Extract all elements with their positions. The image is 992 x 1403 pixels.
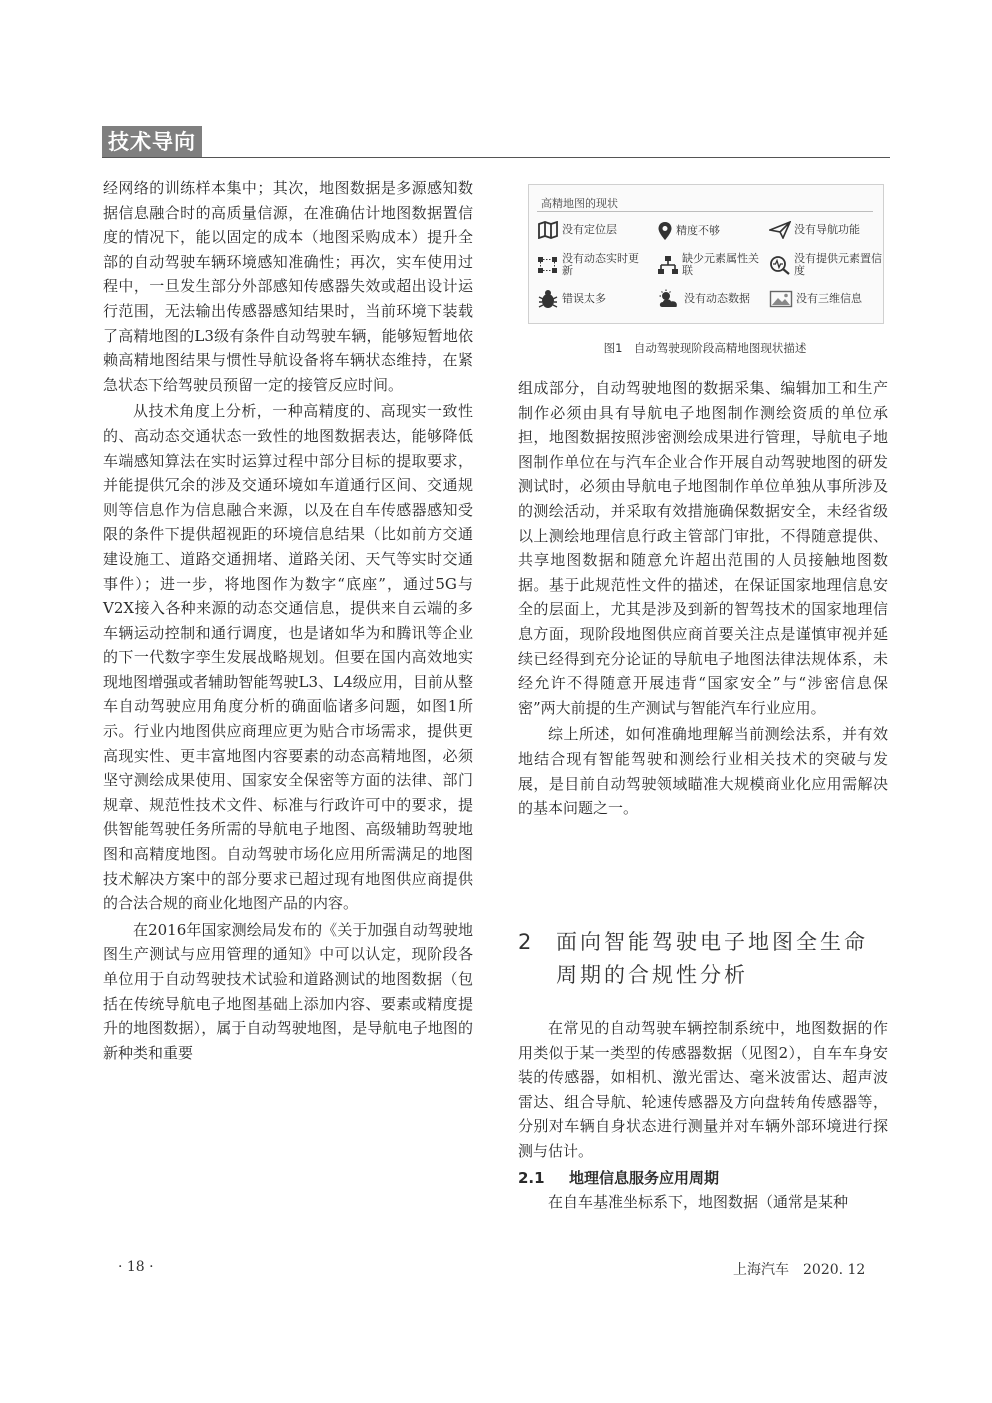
figure-title-divider: [537, 211, 873, 212]
left-column: [103, 176, 473, 1067]
paper-plane-icon: [769, 221, 791, 239]
figure-item: [657, 253, 766, 277]
figure-caption: 图1 自动驾驶现阶段高精地图现状描述: [603, 341, 807, 355]
journal-info: 上海汽车 2020. 12: [733, 1262, 866, 1278]
body-paragraph: 综上所述，如何准确地理解当前测绘法系，并有效地结合现有智能驾驶和测绘行业相关技术的突破与发展，是目前自动驾驶领域瞄准大规模商业化应用需解决的基本问题之一。: [518, 725, 888, 818]
body-paragraph: 组成部分，自动驾驶地图的数据采集、编辑加工和生产制作必须由具有导航电子地图制作测绘资质的单位承担，地图数据按照涉密测绘成果进行管理，导航电子地图制作单位在与汽车企业合作开展自动驾驶地图的研发测试时，必须由导航电子地图制作单位单独从事所涉及的测绘活动，并采取有效措施确保数据安全，未经省级以上测绘地理信息行政主管部门审批，不得随意提供、共享地图数据和随意允许超出范围的人员接触地图数据。基于此规范性文件的描述，在保证国家地理信息安全的层面上，尤其是涉及到新的智驾技术的国家地理信息方面，现阶段地图供应商首要关注点是谨慎审视并延续已经得到充分论证的导航电子地图法律法规体系，未经允许不得随意开展违背“国家安全”与“涉密信息保密”两大前提的生产测试与智能汽车行业应用。: [518, 379, 888, 717]
weather-icon: [657, 289, 681, 309]
figure-item: [769, 253, 882, 277]
figure-item: [657, 221, 756, 241]
figure-title: 高精地图的现状: [541, 197, 618, 210]
figure-item: [537, 289, 632, 309]
figure-item: [657, 289, 764, 309]
subsection-title: 地理信息服务应用周期: [569, 1168, 720, 1187]
header-divider: [102, 157, 890, 158]
body-paragraph: 从技术角度上分析，一种高精度的、高现实一致性的、高动态交通状态一致性的地图数据表达，能够降低车端感知算法在实时运算过程中部分目标的提取要求，并能提供冗余的涉及交通环境如车道通行区间、交通规则等信息作为信息融合来源，以及在自车传感器感知受限的条件下提供超视距的环境信息结果（比如前方交通建设施工、道路交通拥堵、道路关闭、天气等实时交通事件）；进一步，将地图作为数字“底座”，通过5G与V2X接入各种来源的动态交通信息，提供来自云端的多车辆运动控制和通行调度，也是诸如华为和腾讯等企业的下一代数字孪生发展战略规划。但要在国内高效地实现地图增强或者辅助智能驾驶L3、L4级应用，目前从整车自动驾驶应用角度分析的确面临诸多问题，如图1所示。行业内地图供应商理应更为贴合市场需求，提供更高现实性、更丰富地图内容要素的动态高精地图，必须坚守测绘成果使用、国家安全保密等方面的法律、部门规章、规范性技术文件、标准与行政许可中的要求，提供智能驾驶任务所需的导航电子地图、高级辅助驾驶地图和高精度地图。自动驾驶市场化应用所需满足的地图技术解决方案中的部分要求已超过现有地图供应商提供的合法合规的商业化地图产品的内容。: [103, 402, 473, 913]
section-title: 面向智能驾驶电子地图全生命周期的合规性分析: [556, 930, 868, 987]
figure-grid: [537, 217, 882, 317]
figure-item: [537, 221, 632, 239]
search-wave-icon: [769, 255, 791, 275]
figure-item-label: 缺少元素属性关联: [682, 252, 759, 277]
section-number: 2: [518, 930, 535, 954]
map-book-icon: [537, 221, 559, 239]
body-paragraph: 在自车基准坐标系下，地图数据（通常是某种: [548, 1192, 849, 1211]
figure-item-label: 没有三维信息: [796, 292, 862, 305]
location-pin-icon: [657, 221, 673, 241]
figure-item: [537, 253, 646, 277]
figure-item: [769, 289, 880, 309]
bug-icon: [537, 289, 559, 309]
image-icon: [769, 289, 793, 309]
figure-item-label: 没有定位层: [562, 223, 617, 236]
figure-item-label: 没有提供元素置信度: [794, 252, 882, 277]
subsection-number: 2.1: [518, 1168, 545, 1187]
figure-item: [769, 221, 878, 239]
dot-grid-icon: [537, 255, 559, 275]
body-paragraph: 经网络的训练样本集中；其次，地图数据是多源感知数据信息融合时的高质量信源，在准确估计地图数据置信度的情况下，能以固定的成本（地图采购成本）提升全部的自动驾驶车辆环境感知准确性；再次，实车使用过程中，一旦发生部分外部感知传感器失效或超出设计运行范围，无法输出传感器感知结果时，当前环境下装载了高精地图的L3级有条件自动驾驶车辆，能够短暂地依赖高精地图结果与惯性导航设备将车辆状态维持，在紧急状态下给驾驶员预留一定的接管反应时间。: [103, 179, 473, 394]
figure-1: [528, 184, 884, 324]
figure-item-label: 精度不够: [676, 224, 720, 237]
right-column-lower: [518, 1016, 888, 1216]
figure-item-label: 没有导航功能: [794, 223, 860, 236]
right-column: [518, 376, 888, 823]
page-number: · 18 ·: [118, 1259, 154, 1275]
hierarchy-icon: [657, 255, 679, 275]
figure-item-label: 没有动态数据: [684, 292, 750, 305]
section-tag: 技术导向: [102, 126, 202, 158]
figure-item-label: 没有动态实时更新: [562, 252, 639, 277]
subsection-heading: [518, 1166, 888, 1190]
figure-item-label: 错误太多: [562, 292, 606, 305]
body-paragraph: 在常见的自动驾驶车辆控制系统中，地图数据的作用类似于某一类型的传感器数据（见图2），自车车身安装的传感器，如相机、激光雷达、毫米波雷达、超声波雷达、组合导航、轮速传感器及方向盘转角传感器等，分别对车辆自身状态进行测量并对车辆外部环境进行探测与估计。: [518, 1019, 888, 1160]
body-paragraph: 在2016年国家测绘局发布的《关于加强自动驾驶地图生产测试与应用管理的通知》中可以认定，现阶段各单位用于自动驾驶技术试验和道路测试的地图数据（包括在传统导航电子地图基础上添加内容、要素或精度提升的地图数据），属于自动驾驶地图，是导航电子地图的新种类和重要: [103, 920, 473, 1062]
